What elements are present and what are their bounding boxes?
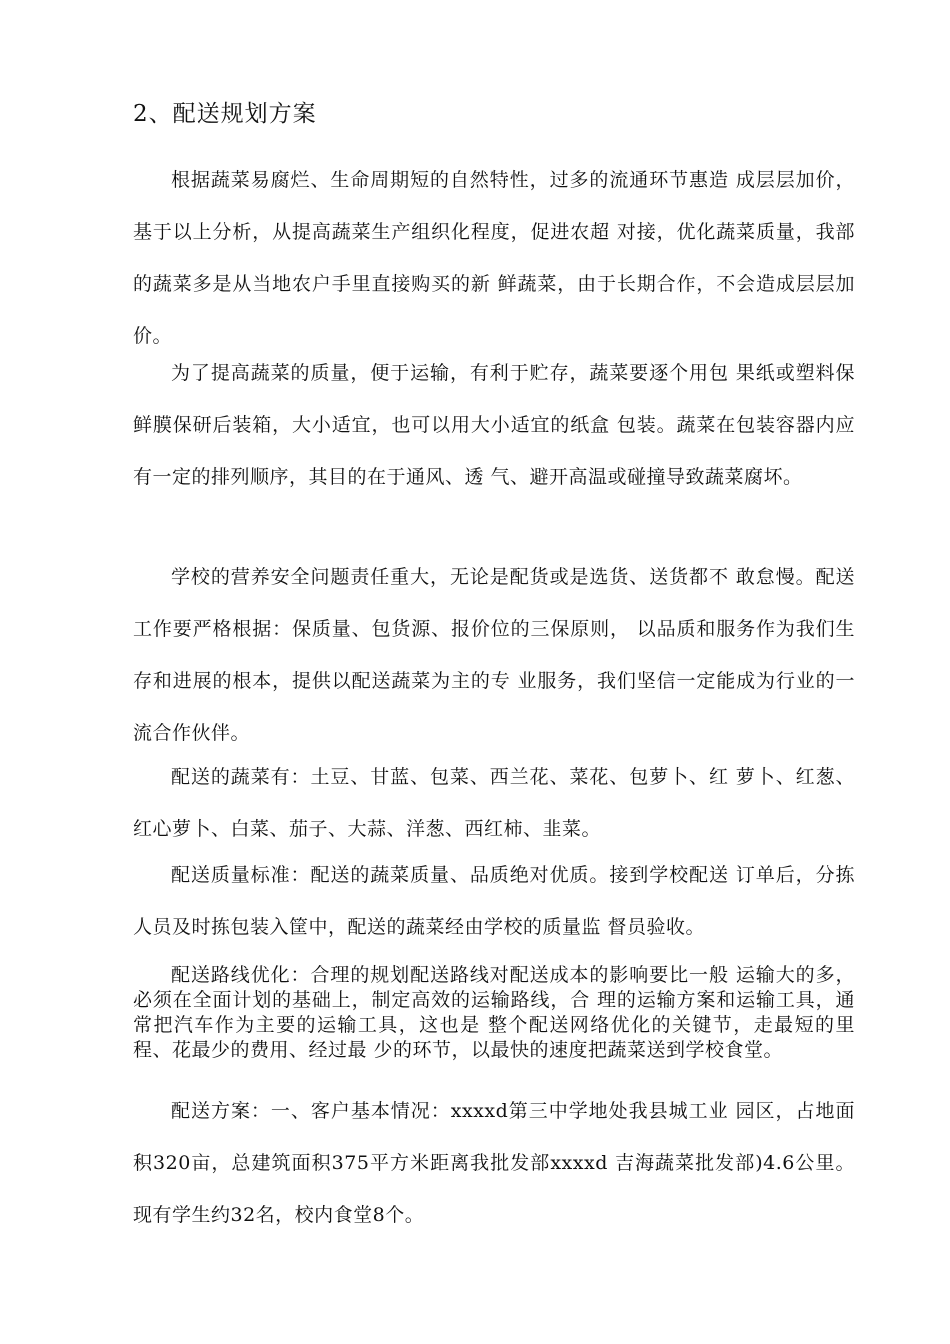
- section-heading: 2、配送规划方案: [133, 101, 317, 127]
- paragraph-vegetable-list: 配送的蔬菜有：土豆、甘蓝、包菜、西兰花、菜花、包萝卜、红 萝卜、红葱、红心萝卜、白菜、茄子、大蒜、洋葱、西红柿、韭菜。: [133, 766, 855, 840]
- paragraph-packaging: 为了提高蔬菜的质量，便于运输，有利于贮存，蔬菜要逐个用包 果纸或塑料保鲜膜保研后装箱，大小适宜，也可以用大小适宜的纸盒 包装。蔬菜在包装容器内应有一定的排列顺序，其目的在于通风、透 气、避开高温或碰撞导致蔬菜腐坏。: [133, 362, 855, 488]
- paragraph-delivery-plan: 配送方案：一、客户基本情况：xxxxd第三中学地处我县城工业 园区，占地面积320亩，总建筑面积375平方米距离我批发部xxxxd 吉海蔬菜批发部)4.6公里。现有学生约32名，校内食堂8个。: [133, 1100, 855, 1226]
- paragraph-route-optimization: 配送路线优化：合理的规划配送路线对配送成本的影响要比一般 运输大的多，必须在全面计划的基础上，制定高效的运输路线，合 理的运输方案和运输工具，通常把汽车作为主要的运输工具，这也是 整个配送网络优化的关键节，走最短的里程、花最少的费用、经过最 少的环节，以最快的速度把蔬菜送到学校食堂。: [133, 964, 855, 1061]
- paragraph-safety: 学校的营养安全问题责任重大，无论是配货或是选货、送货都不 敢怠慢。配送工作要严格根据：保质量、包货源、报价位的三保原则， 以品质和服务作为我们生存和进展的根本，提供以配送蔬菜为主的专 业服务，我们坚信一定能成为行业的一流合作伙伴。: [133, 566, 855, 744]
- paragraph-quality-standard: 配送质量标准：配送的蔬菜质量、品质绝对优质。接到学校配送 订单后，分拣人员及时拣包装入筐中，配送的蔬菜经由学校的质量监 督员验收。: [133, 864, 855, 938]
- paragraph-pricing: 根据蔬菜易腐烂、生命周期短的自然特性，过多的流通环节惠造 成层层加价，基于以上分析，从提高蔬菜生产组织化程度，促进农超 对接，优化蔬菜质量，我部的蔬菜多是从当地农户手里直接购买的新 鲜蔬菜，由于长期合作，不会造成层层加价。: [133, 169, 855, 347]
